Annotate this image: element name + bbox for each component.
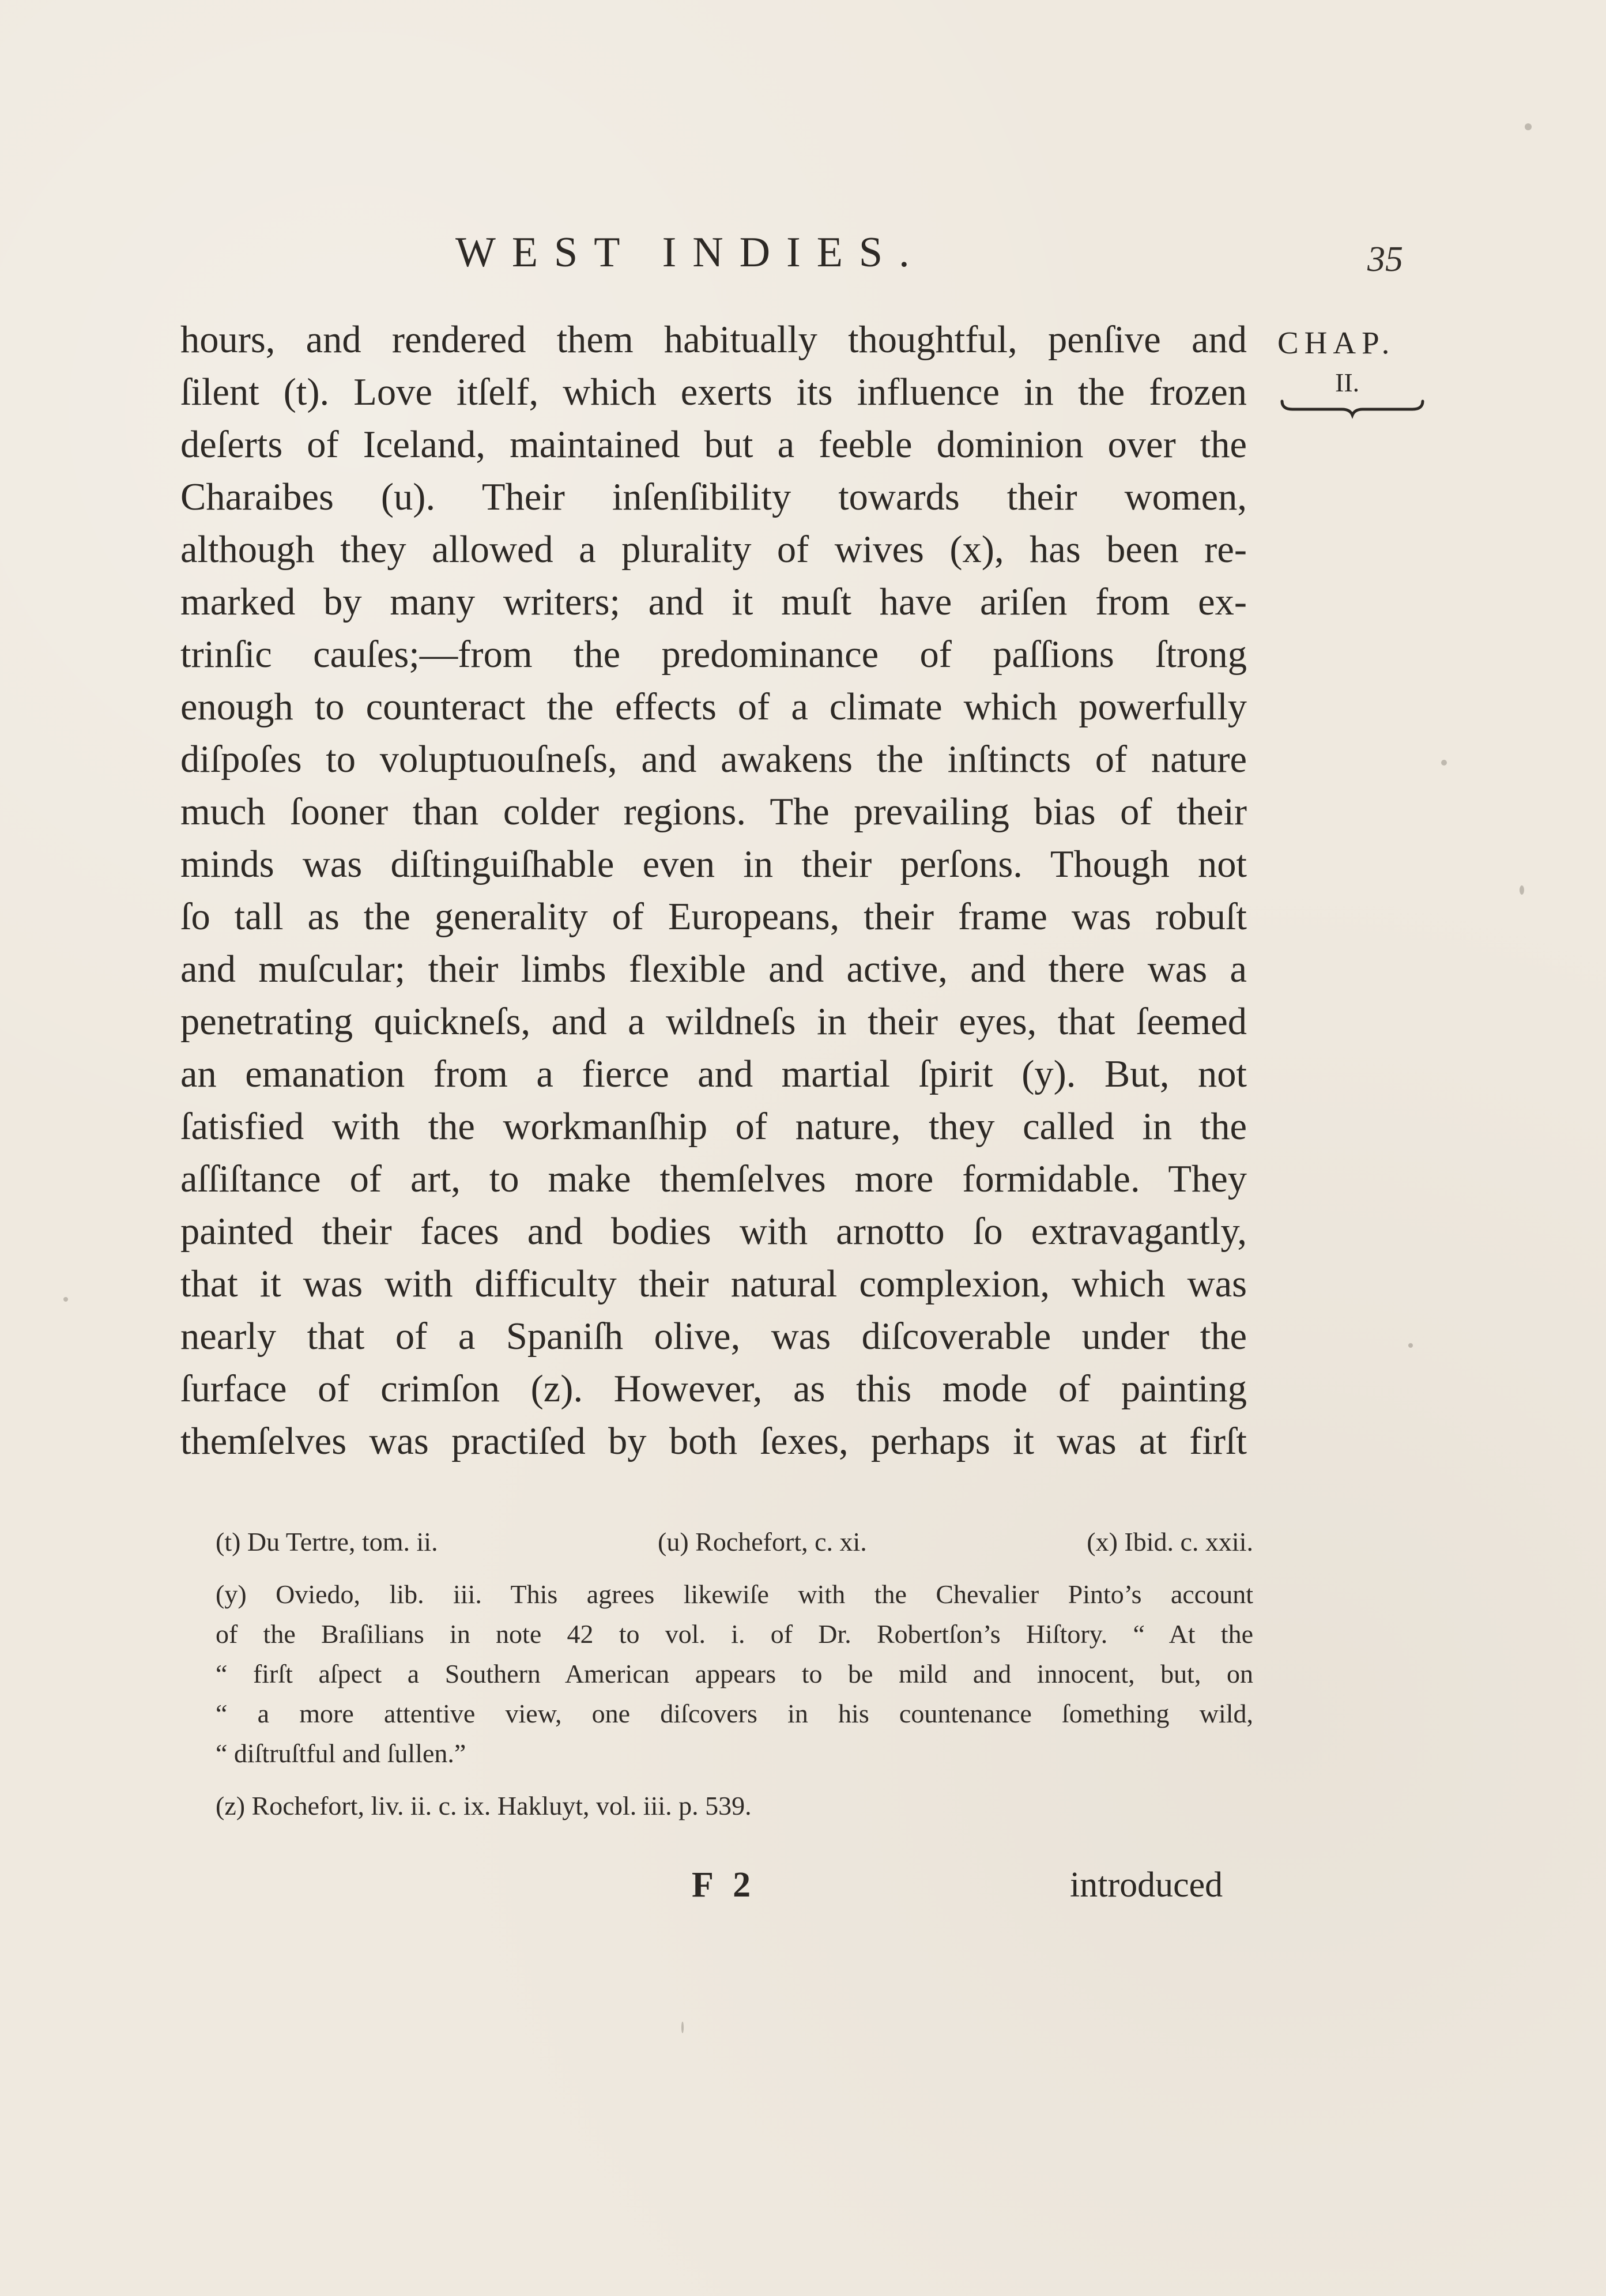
chapter-number: II. xyxy=(1335,368,1360,397)
footnotes xyxy=(216,1522,1253,1826)
text-line: an emanation from a fierce and martial ſpirit (y). But, not xyxy=(180,1053,1247,1095)
footnote-z: (z) Rochefort, liv. ii. c. ix. Hakluyt, vol. iii. p. 539. xyxy=(216,1791,752,1820)
running-title: WEST INDIES. xyxy=(455,229,926,276)
paper-speck xyxy=(1408,1343,1413,1348)
text-line: ſatisfied with the workmanſhip of nature, they called in the xyxy=(180,1106,1247,1148)
text-line: marked by many writers; and it muſt have ariſen from ex- xyxy=(180,581,1247,623)
text-line: ſurface of crimſon (z). However, as this mode of painting xyxy=(180,1368,1247,1410)
text-line: painted their faces and bodies with arnotto ſo extravagantly, xyxy=(180,1211,1247,1253)
footnote-t: (t) Du Tertre, tom. ii. xyxy=(216,1527,438,1556)
text-line: although they allowed a plurality of wives (x), has been re- xyxy=(180,529,1247,571)
chapter-marginal-note xyxy=(1277,323,1433,438)
text-line: aſſiſtance of art, to make themſelves more formidable. They xyxy=(180,1158,1247,1200)
page-foot xyxy=(0,1862,1606,1914)
paper-speck xyxy=(681,2022,684,2033)
footnote-y-line: (y) Oviedo, lib. iii. This agrees likewiſe with the Chevalier Pinto’s account xyxy=(216,1579,1253,1609)
text-line: Charaibes (u). Their inſenſibility towards their women, xyxy=(180,476,1247,518)
signature-mark: F 2 xyxy=(692,1865,757,1905)
running-head xyxy=(0,227,1606,278)
text-line: diſpoſes to voluptuouſneſs, and awakens the inſtincts of nature xyxy=(180,738,1247,781)
text-line: ſilent (t). Love itſelf, which exerts its influence in the frozen xyxy=(180,371,1247,413)
chapter-label: CHAP. xyxy=(1277,325,1396,360)
text-line: deſerts of Iceland, maintained but a feeble dominion over the xyxy=(180,424,1247,466)
paper-speck xyxy=(1520,885,1524,895)
footnote-y-line: “ diſtruſtful and ſullen.” xyxy=(216,1739,466,1768)
text-line: themſelves was practiſed by both ſexes, perhaps it was at firſt xyxy=(180,1420,1247,1462)
text-line: that it was with difficulty their natural complexion, which was xyxy=(180,1263,1247,1305)
text-line: penetrating quickneſs, and a wildneſs in their eyes, that ſeemed xyxy=(180,1001,1247,1043)
text-line: trinſic cauſes;—from the predominance of paſſions ſtrong xyxy=(180,634,1247,676)
body-text xyxy=(180,314,1247,1468)
text-line: hours, and rendered them habitually thoughtful, penſive and xyxy=(180,319,1247,361)
footnote-u: (u) Rochefort, c. xi. xyxy=(658,1527,867,1556)
catchword: introduced xyxy=(1070,1865,1223,1905)
footnote-x: (x) Ibid. c. xxii. xyxy=(1087,1527,1253,1556)
text-line: ſo tall as the generality of Europeans, their frame was robuſt xyxy=(180,896,1247,938)
text-line: and muſcular; their limbs flexible and active, and there was a xyxy=(180,948,1247,990)
text-line: enough to counteract the effects of a climate which powerfully xyxy=(180,686,1247,728)
brace-ornament xyxy=(1277,397,1427,420)
paper-speck xyxy=(63,1297,68,1302)
text-line: minds was diſtinguiſhable even in their perſons. Though not xyxy=(180,843,1247,885)
text-line: much ſooner than colder regions. The prevailing bias of their xyxy=(180,791,1247,833)
footnote-y-line: “ firſt aſpect a Southern American appears to be mild and innocent, but, on xyxy=(216,1659,1253,1688)
footnote-row xyxy=(216,1522,1253,1562)
paper-speck xyxy=(1525,123,1532,130)
page-number: 35 xyxy=(1367,240,1403,279)
footnote-y-line: of the Braſilians in note 42 to vol. i. of Dr. Robertſon’s Hiſtory. “ At the xyxy=(216,1619,1253,1649)
paper-speck xyxy=(1441,760,1447,766)
text-line: nearly that of a Spaniſh olive, was diſcoverable under the xyxy=(180,1315,1247,1358)
footnote-y-line: “ a more attentive view, one diſcovers in his countenance ſomething wild, xyxy=(216,1699,1253,1728)
